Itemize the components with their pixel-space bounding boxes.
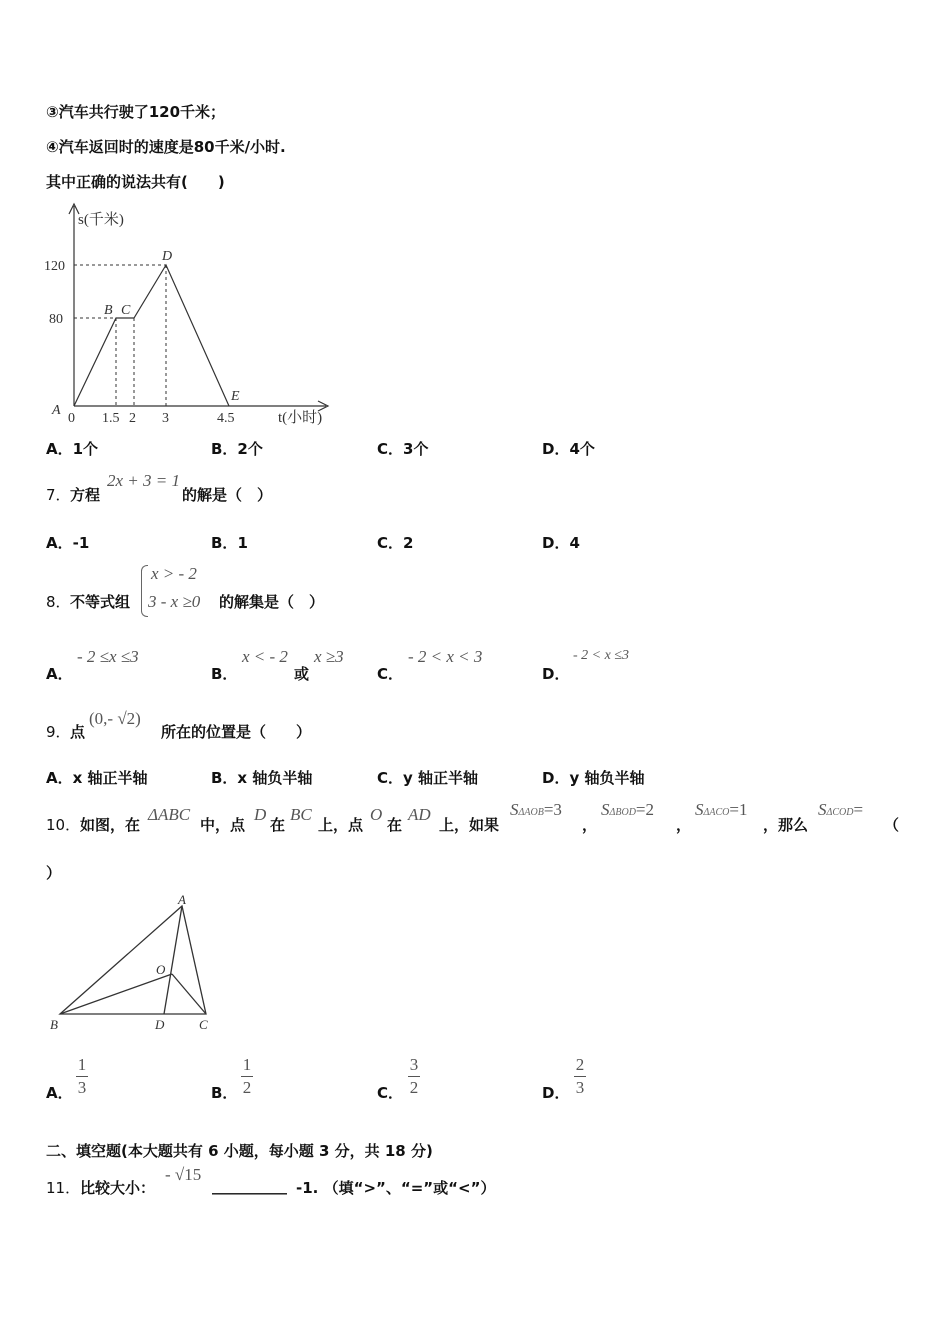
q8-system-brace: [141, 565, 148, 617]
distance-time-graph: [40, 198, 340, 430]
q9-option-b[interactable]: B．x 轴负半轴: [211, 769, 313, 787]
vertex-A: A: [178, 892, 186, 907]
q10-segment-ad: AD: [408, 805, 431, 824]
q10-option-d-num: 2: [575, 1055, 585, 1074]
q7-option-a-label: A．: [46, 534, 73, 552]
q10-option-b-fraction: [241, 1056, 253, 1097]
q10-option-d-label[interactable]: D．: [542, 1084, 570, 1102]
q10-area-cod-value: =: [853, 800, 864, 819]
q10-option-a-label[interactable]: A．: [46, 1084, 73, 1102]
q10-segment-bc: BC: [290, 805, 312, 824]
q10-option-d-den: 3: [575, 1078, 585, 1097]
section-2-heading: 二、填空题(本大题共有 6 小题，每小题 3 分，共 18 分): [46, 1142, 433, 1160]
q10-area-cod-sub: ΔCOD: [826, 807, 854, 818]
q9-option-d[interactable]: D．y 轴负半轴: [542, 769, 645, 787]
q8-option-b-joiner: 或: [294, 665, 310, 683]
q8-option-b-label[interactable]: B．: [211, 665, 238, 683]
q7-option-c-value: 2: [403, 534, 414, 552]
q9-pre: 点: [70, 723, 86, 741]
q10-option-b-num: 1: [242, 1055, 252, 1074]
q6-option-a[interactable]: A．1个: [46, 440, 99, 458]
q10-point-o: O: [370, 805, 383, 824]
q8-pre: 不等式组: [70, 593, 131, 611]
q8-post: 的解集是（ ）: [219, 593, 325, 611]
point-E: E: [231, 389, 240, 404]
q10-text-3: 在: [270, 816, 286, 834]
q11-post: -1. （填“>”、“=”或“<”）: [296, 1179, 496, 1197]
q11-number: 11．: [46, 1179, 81, 1197]
point-A: A: [52, 403, 61, 418]
q10-area-bod-symbol: S: [601, 800, 610, 819]
q10-area-aco-value: =1: [729, 800, 748, 819]
q7-option-b[interactable]: [211, 532, 248, 553]
q8-option-b-value2: x ≥3: [314, 647, 344, 666]
x-tick-4.5: 4.5: [217, 411, 235, 426]
q8-option-c-label[interactable]: C．: [377, 665, 404, 683]
q10-area-cod-symbol: S: [818, 800, 827, 819]
x-tick-2: 2: [129, 411, 136, 426]
q11-expression: - √15: [165, 1165, 202, 1184]
q10-comma-2: ，: [676, 816, 692, 834]
vertex-C: C: [199, 1017, 208, 1032]
q11-blank[interactable]: __________: [212, 1177, 287, 1195]
q10-area-aob: [510, 800, 562, 820]
y-tick-120: 120: [44, 259, 65, 274]
x-tick-1.5: 1.5: [102, 411, 120, 426]
q10-area-bod-value: =2: [635, 800, 655, 819]
x-tick-3: 3: [162, 411, 169, 426]
q8-option-a-value: - 2 ≤x ≤3: [77, 647, 139, 666]
q10-area-aob-value: =3: [543, 800, 562, 819]
q10-option-a-den: 3: [77, 1078, 87, 1097]
q10-close-paren: ）: [46, 864, 62, 882]
vertex-O: O: [156, 962, 166, 977]
x-tick-0: 0: [68, 411, 75, 426]
q10-text-1: 如图，在: [80, 816, 141, 834]
q10-text-2: 中，点: [200, 816, 246, 834]
q9-option-c[interactable]: C．y 轴正半轴: [377, 769, 479, 787]
q6-prompt: 其中正确的说法共有( ): [46, 173, 225, 191]
point-D: D: [162, 249, 173, 264]
q8-option-b-value: x < - 2: [242, 647, 288, 666]
q10-triangle: ΔABC: [148, 805, 191, 824]
q10-option-c-num: 3: [409, 1055, 419, 1074]
q10-text-7: ，那么: [763, 816, 809, 834]
q10-area-bod: [601, 800, 654, 820]
q11-pre: 比较大小：: [80, 1179, 156, 1197]
q10-point-d: D: [254, 805, 267, 824]
q7-option-c-label: C．: [377, 534, 404, 552]
q7-option-a[interactable]: [46, 532, 89, 553]
q7-option-b-label: B．: [211, 534, 238, 552]
q7-option-d-value: 4: [569, 534, 580, 552]
q6-option-c[interactable]: C．3个: [377, 440, 429, 458]
q8-option-d-label[interactable]: D．: [542, 665, 570, 683]
q10-area-aco-sub: ΔACO: [703, 807, 730, 818]
q10-option-c-label[interactable]: C．: [377, 1084, 404, 1102]
q9-number: 9．: [46, 723, 71, 741]
q7-option-a-value: -1: [72, 534, 90, 552]
q7-option-d[interactable]: [542, 532, 580, 553]
q10-open-paren: （: [884, 816, 900, 834]
q7-pre: 方程: [70, 486, 101, 504]
q10-option-a-num: 1: [77, 1055, 87, 1074]
q10-area-aco-symbol: S: [695, 800, 704, 819]
q9-option-a[interactable]: A．x 轴正半轴: [46, 769, 148, 787]
q10-option-a-fraction: [76, 1056, 88, 1097]
q7-option-d-label: D．: [542, 534, 570, 552]
q7-number: 7．: [46, 486, 71, 504]
q7-equation: 2x + 3 = 1: [107, 471, 180, 490]
q8-line2: 3 - x ≥0: [148, 592, 201, 611]
q10-area-aco: [695, 800, 747, 820]
q10-option-c-fraction: [408, 1056, 420, 1097]
q6-option-d[interactable]: D．4个: [542, 440, 595, 458]
q8-option-a-label[interactable]: A．: [46, 665, 73, 683]
q10-area-bod-sub: ΔBOD: [609, 807, 636, 818]
q7-option-c[interactable]: [377, 532, 413, 553]
q10-text-6: 上，如果: [439, 816, 500, 834]
triangle-figure: [44, 890, 224, 1038]
q10-option-d-fraction: [574, 1056, 586, 1097]
q10-option-b-den: 2: [242, 1078, 252, 1097]
vertex-B: B: [50, 1017, 58, 1032]
q10-comma-1: ，: [582, 816, 598, 834]
q10-text-5: 在: [387, 816, 403, 834]
q10-option-c-den: 2: [409, 1078, 419, 1097]
statement-3: ③汽车共行驶了120千米；: [46, 103, 226, 121]
q10-area-aob-sub: ΔAOB: [518, 807, 544, 818]
q9-post: 所在的位置是（ ）: [161, 723, 312, 741]
y-tick-80: 80: [49, 312, 63, 327]
q6-option-b[interactable]: B．2个: [211, 440, 263, 458]
q8-option-d-value: - 2 < x ≤3: [573, 648, 630, 663]
q10-number: 10．: [46, 816, 81, 834]
q7-option-b-value: 1: [237, 534, 248, 552]
q8-option-c-value: - 2 < x < 3: [408, 647, 483, 666]
point-C: C: [121, 303, 131, 318]
q9-point: (0,- √2): [89, 709, 141, 728]
statement-4: ④汽车返回时的速度是80千米/小时.: [46, 138, 286, 156]
y-axis-label: s(千米): [78, 212, 124, 228]
x-axis-label: t(小时): [278, 410, 323, 426]
q7-post: 的解是（ ）: [182, 486, 273, 504]
q8-number: 8．: [46, 593, 71, 611]
vertex-D: D: [155, 1017, 165, 1032]
q10-option-b-label[interactable]: B．: [211, 1084, 238, 1102]
q10-area-aob-symbol: S: [510, 800, 519, 819]
q8-line1: x > - 2: [151, 564, 197, 583]
point-B: B: [104, 303, 113, 318]
q10-area-cod: [818, 800, 863, 820]
q10-text-4: 上，点: [318, 816, 364, 834]
